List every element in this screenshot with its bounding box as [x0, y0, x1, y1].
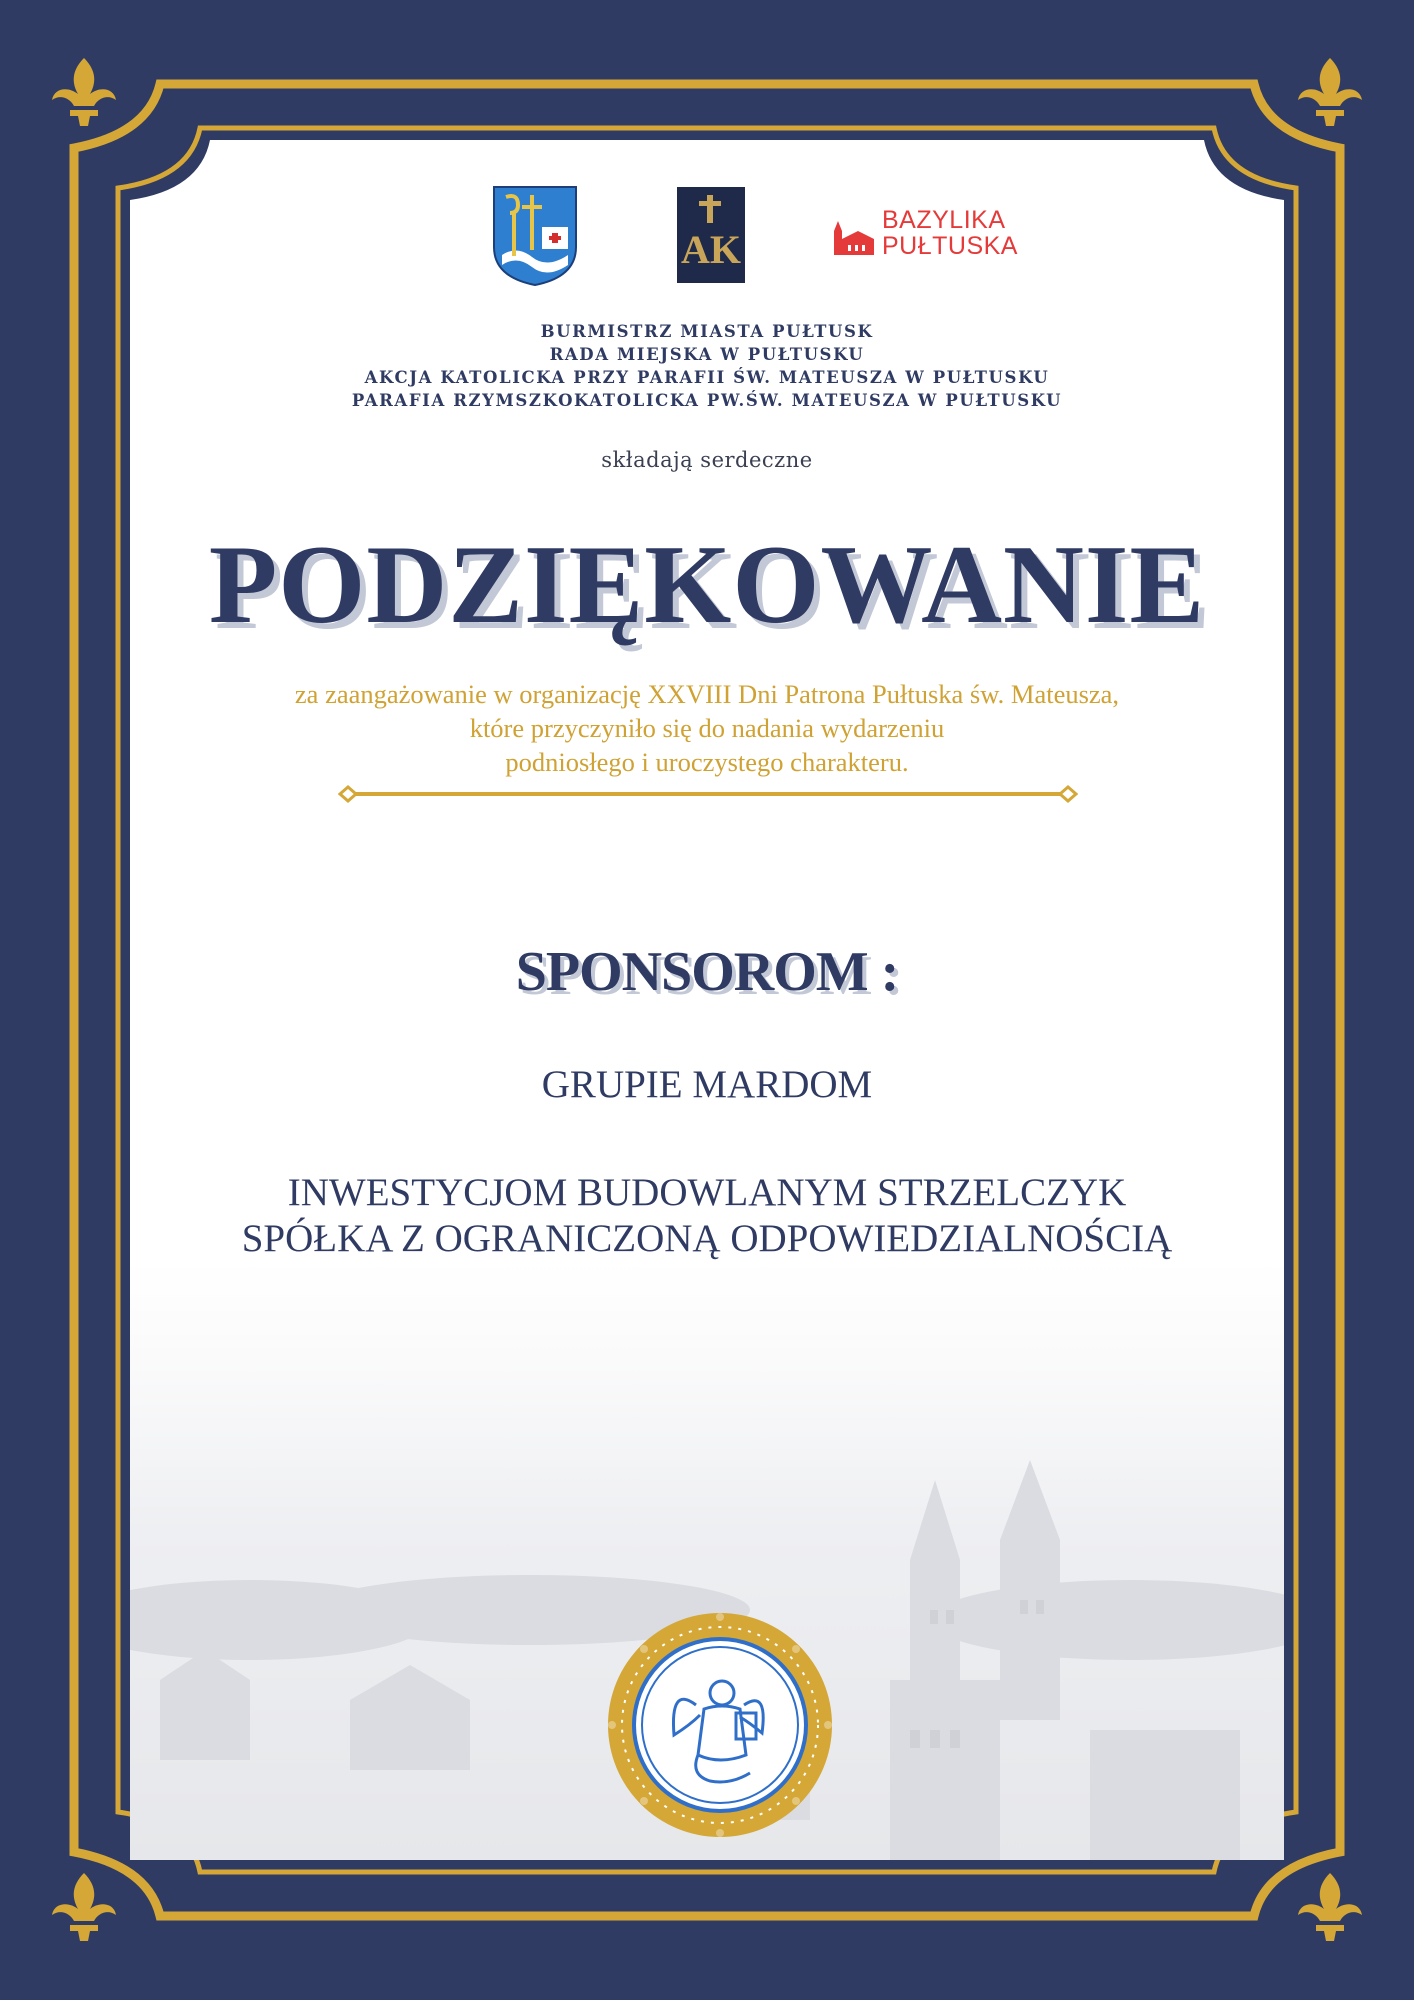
certificate-content: [130, 140, 1284, 1860]
intro-text: składają serdeczne: [601, 448, 813, 472]
fleur-de-lis-icon: [52, 58, 116, 126]
logo-row: [130, 185, 1284, 285]
pultusk-coat-of-arms-logo: [492, 185, 578, 287]
organizers-list: [130, 320, 1284, 412]
reason-line: które przyczyniło się do nadania wydarzeniu: [469, 713, 945, 743]
fleur-de-lis-icon: [1298, 1873, 1362, 1941]
basilica-logo: [830, 207, 1040, 267]
akcja-katolicka-logo: [677, 187, 745, 283]
basilica-line1: BAZYLIKA: [882, 206, 1006, 234]
reason-line: podniosłego i uroczystego charakteru.: [505, 747, 909, 777]
sponsor-line: SPÓŁKA Z OGRANICZONĄ ODPOWIEDZIALNOŚCIĄ: [241, 1217, 1173, 1260]
ornamental-divider: [338, 784, 1078, 804]
organizer-line: PARAFIA RZYMSZKOKATOLICKA PW.ŚW. MATEUSZA W PUŁTUSKU: [351, 391, 1063, 410]
fleur-de-lis-icon: [1298, 58, 1362, 126]
reason-text: [130, 677, 1284, 779]
ak-mark-text: AK: [681, 227, 741, 272]
fleur-de-lis-icon: [52, 1873, 116, 1941]
sponsor-name-multiline: [130, 1170, 1284, 1262]
reason-line: za zaangażowanie w organizację XXVIII Dni Patrona Pułtuska św. Mateusza,: [294, 679, 1120, 709]
organizer-line: RADA MIEJSKA W PUŁTUSKU: [549, 345, 865, 364]
sponsor-name: GRUPIE MARDOM: [541, 1063, 873, 1106]
certificate-title: PODZIĘKOWANIE: [208, 523, 1206, 647]
st-matthew-seal-icon: [600, 1605, 840, 1845]
basilica-line2: PUŁTUSKA: [882, 232, 1018, 260]
organizer-line: BURMISTRZ MIASTA PUŁTUSK: [540, 322, 874, 341]
organizer-line: AKCJA KATOLICKA PRZY PARAFII ŚW. MATEUSZA W PUŁTUSKU: [364, 368, 1050, 387]
sponsor-line: INWESTYCJOM BUDOWLANYM STRZELCZYK: [287, 1171, 1127, 1214]
sponsors-heading: SPONSOROM :: [515, 941, 899, 1003]
church-icon: [830, 221, 876, 255]
